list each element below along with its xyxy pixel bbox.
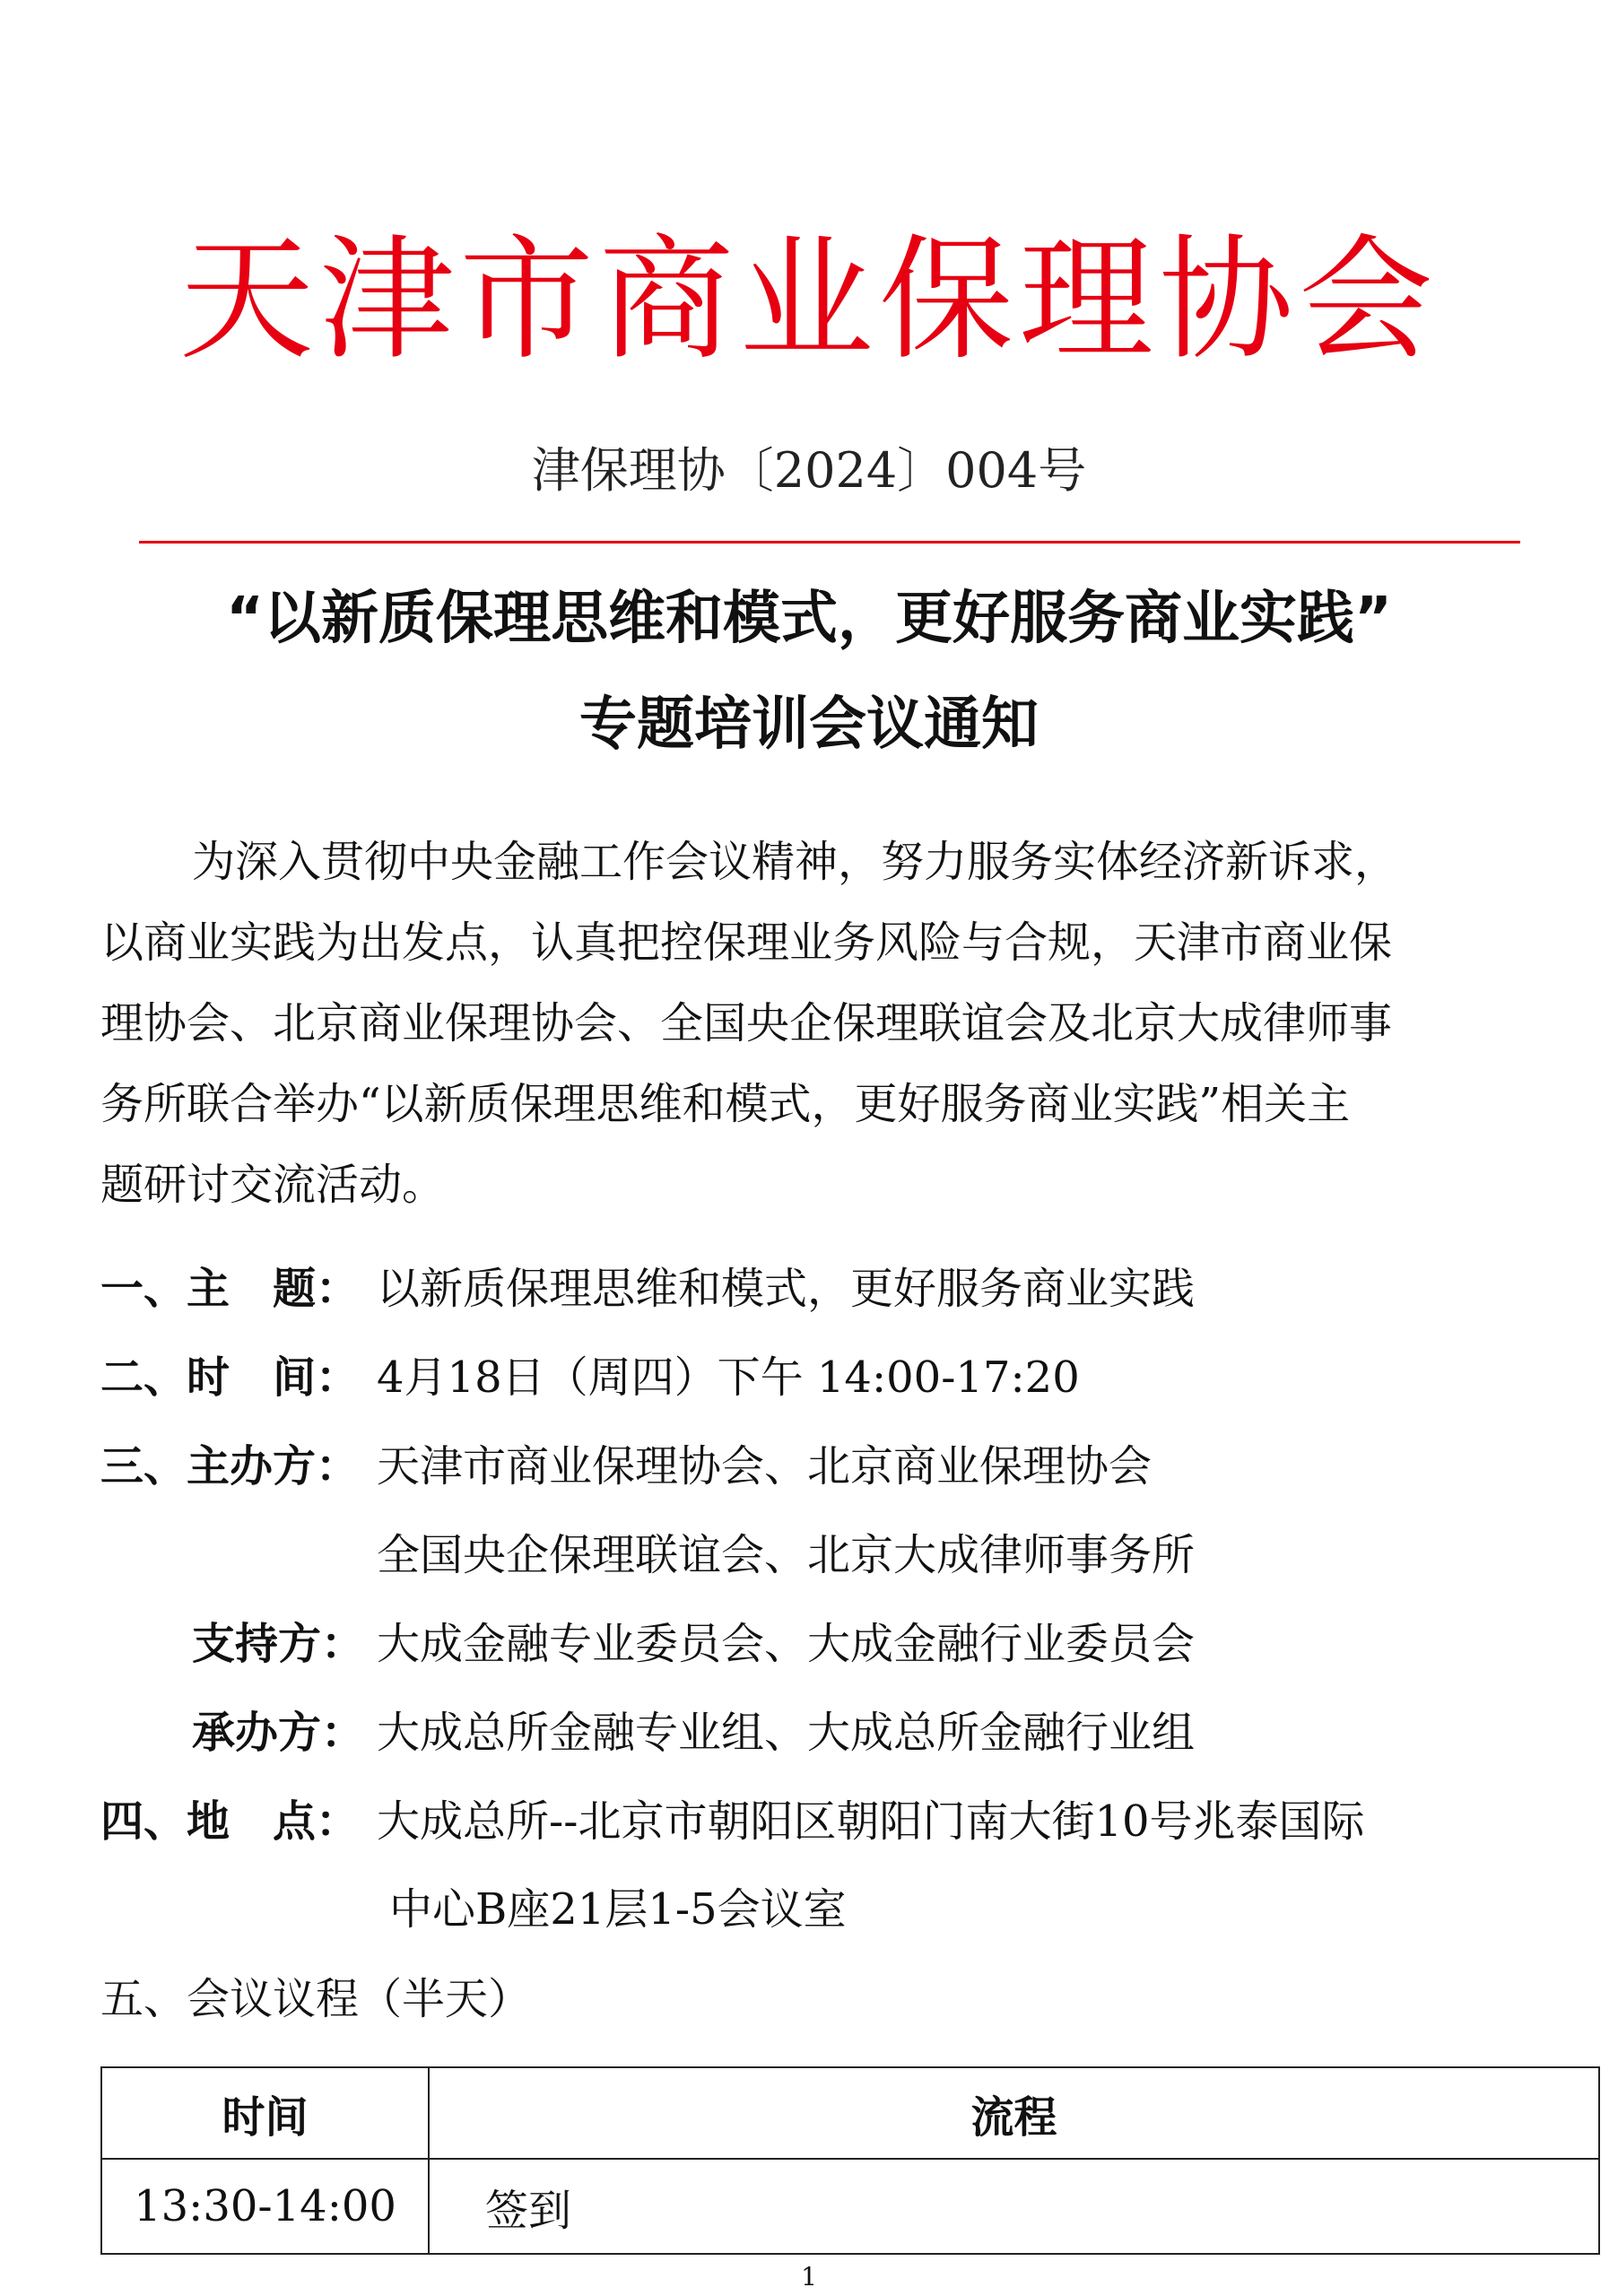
agenda-header-time: 时间: [101, 2067, 429, 2159]
agenda-table: [100, 2066, 1600, 2255]
intro-line: 为深入贯彻中央金融工作会议精神，努力服务实体经济新诉求，: [192, 837, 1398, 887]
org-title: 天津市商业保理协会: [178, 222, 1439, 378]
support-label: 支持方：: [192, 1619, 365, 1669]
intro-line: 务所联合举办“以新质保理思维和模式，更好服务商业实践”相关主: [100, 1079, 1351, 1129]
organizer-label: 承办方：: [192, 1708, 365, 1758]
red-divider-line: [139, 541, 1520, 544]
time-label: 二、时 间：: [100, 1352, 360, 1403]
intro-line: 以商业实践为出发点，认真把控保理业务风险与合规，天津市商业保: [100, 918, 1393, 968]
location-label: 四、地 点：: [100, 1796, 360, 1847]
agenda-time-cell: 13:30-14:00: [101, 2159, 429, 2254]
host-value-line-2: 全国央企保理联谊会、北京大成律师事务所: [377, 1530, 1196, 1580]
organizer-value: 大成总所金融专业组、大成总所金融行业组: [377, 1708, 1196, 1758]
agenda-heading: 五、会议议程（半天）: [100, 1974, 532, 2024]
agenda-header-flow: 流程: [429, 2067, 1599, 2159]
host-value-line-1: 天津市商业保理协会、北京商业保理协会: [377, 1441, 1153, 1492]
intro-line: 题研讨交流活动。: [100, 1160, 446, 1210]
agenda-flow-cell: 签到: [429, 2159, 1599, 2254]
table-row: [101, 2159, 1599, 2254]
intro-line: 理协会、北京商业保理协会、全国央企保理联谊会及北京大成律师事: [100, 998, 1393, 1048]
page-number: 1: [801, 2262, 817, 2292]
notice-title-line-1: “以新质保理思维和模式，更好服务商业实践”: [225, 586, 1393, 652]
document-number: 津保理协〔2024〕004号: [531, 442, 1087, 499]
topic-label: 一、主 题：: [100, 1264, 360, 1314]
topic-value: 以新质保理思维和模式，更好服务商业实践: [377, 1264, 1196, 1314]
support-value: 大成金融专业委员会、大成金融行业委员会: [377, 1619, 1196, 1669]
location-value-line-2: 中心B座21层1-5会议室: [389, 1884, 847, 1935]
time-value: 4月18日（周四）下午 14:00-17:20: [377, 1352, 1080, 1403]
notice-title-line-2: 专题培训会议通知: [579, 691, 1039, 758]
location-value-line-1: 大成总所--北京市朝阳区朝阳门南大街10号兆泰国际: [377, 1796, 1365, 1847]
host-label: 三、主办方：: [100, 1441, 360, 1492]
agenda-header-row: [101, 2067, 1599, 2159]
